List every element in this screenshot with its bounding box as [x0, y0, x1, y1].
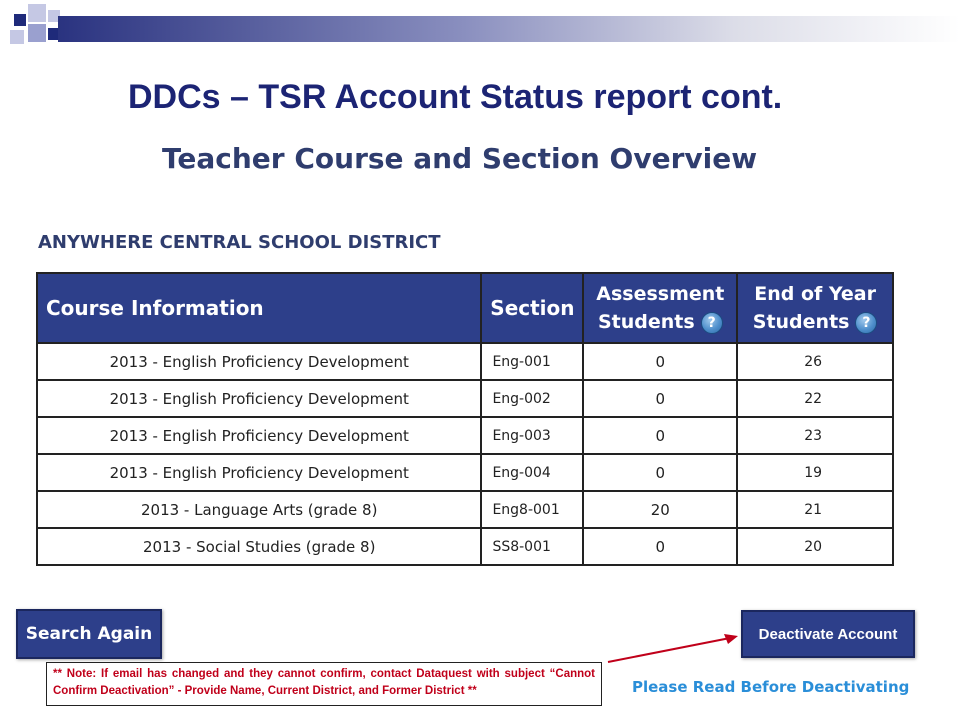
course-cell: 2013 - English Proficiency Development: [37, 380, 481, 417]
section-cell: SS8-001: [481, 528, 583, 565]
assessment-cell: 20: [583, 491, 737, 528]
table-row: [37, 491, 893, 528]
eoy-cell: 20: [737, 528, 893, 565]
deactivation-note: ** Note: If email has changed and they cannot confirm, contact Dataquest with subject “Cannot Confirm Deactivation” - Provide Name, Current District, and Former District **: [46, 662, 602, 706]
table-row: [37, 528, 893, 565]
header-assessment-line2: Students: [597, 311, 695, 333]
table-header-row: [37, 273, 893, 343]
decor-square: [14, 14, 26, 26]
header-gradient-bar: [58, 16, 960, 42]
section-cell: Eng8-001: [481, 491, 583, 528]
eoy-cell: 26: [737, 343, 893, 380]
eoy-cell: 19: [737, 454, 893, 491]
assessment-cell: 0: [583, 454, 737, 491]
course-cell: 2013 - English Proficiency Development: [37, 343, 481, 380]
decor-square: [28, 24, 46, 42]
section-cell: Eng-002: [481, 380, 583, 417]
district-name: ANYWHERE CENTRAL SCHOOL DISTRICT: [38, 232, 441, 253]
read-before-deactivating-link[interactable]: Please Read Before Deactivating: [632, 678, 910, 696]
header-assessment-students: [583, 273, 737, 343]
table-row: [37, 454, 893, 491]
search-again-button[interactable]: Search Again: [16, 609, 162, 659]
assessment-cell: 0: [583, 417, 737, 454]
course-section-table: [36, 272, 894, 566]
section-cell: Eng-001: [481, 343, 583, 380]
eoy-cell: 21: [737, 491, 893, 528]
course-cell: 2013 - English Proficiency Development: [37, 417, 481, 454]
help-icon[interactable]: ?: [855, 312, 877, 334]
table-row: [37, 417, 893, 454]
course-cell: 2013 - Social Studies (grade 8): [37, 528, 481, 565]
course-cell: 2013 - English Proficiency Development: [37, 454, 481, 491]
decor-square: [10, 30, 24, 44]
assessment-cell: 0: [583, 380, 737, 417]
help-icon[interactable]: ?: [701, 312, 723, 334]
eoy-cell: 23: [737, 417, 893, 454]
header-eoy-line1: End of Year: [754, 283, 876, 305]
header-eoy-line2: Students: [752, 311, 850, 333]
deactivate-account-button[interactable]: Deactivate Account: [741, 610, 915, 658]
section-cell: Eng-003: [481, 417, 583, 454]
eoy-cell: 22: [737, 380, 893, 417]
section-cell: Eng-004: [481, 454, 583, 491]
page-title: Teacher Course and Section Overview: [162, 142, 758, 175]
header-assessment-line1: Assessment: [596, 283, 725, 305]
table-row: [37, 343, 893, 380]
table-row: [37, 380, 893, 417]
decor-square: [28, 4, 46, 22]
header-end-of-year-students: [737, 273, 893, 343]
assessment-cell: 0: [583, 343, 737, 380]
arrow-icon: [600, 630, 742, 666]
slide-title: DDCs – TSR Account Status report cont.: [128, 78, 783, 116]
header-section: Section: [481, 273, 583, 343]
header-course-information: Course Information: [37, 273, 481, 343]
course-cell: 2013 - Language Arts (grade 8): [37, 491, 481, 528]
assessment-cell: 0: [583, 528, 737, 565]
